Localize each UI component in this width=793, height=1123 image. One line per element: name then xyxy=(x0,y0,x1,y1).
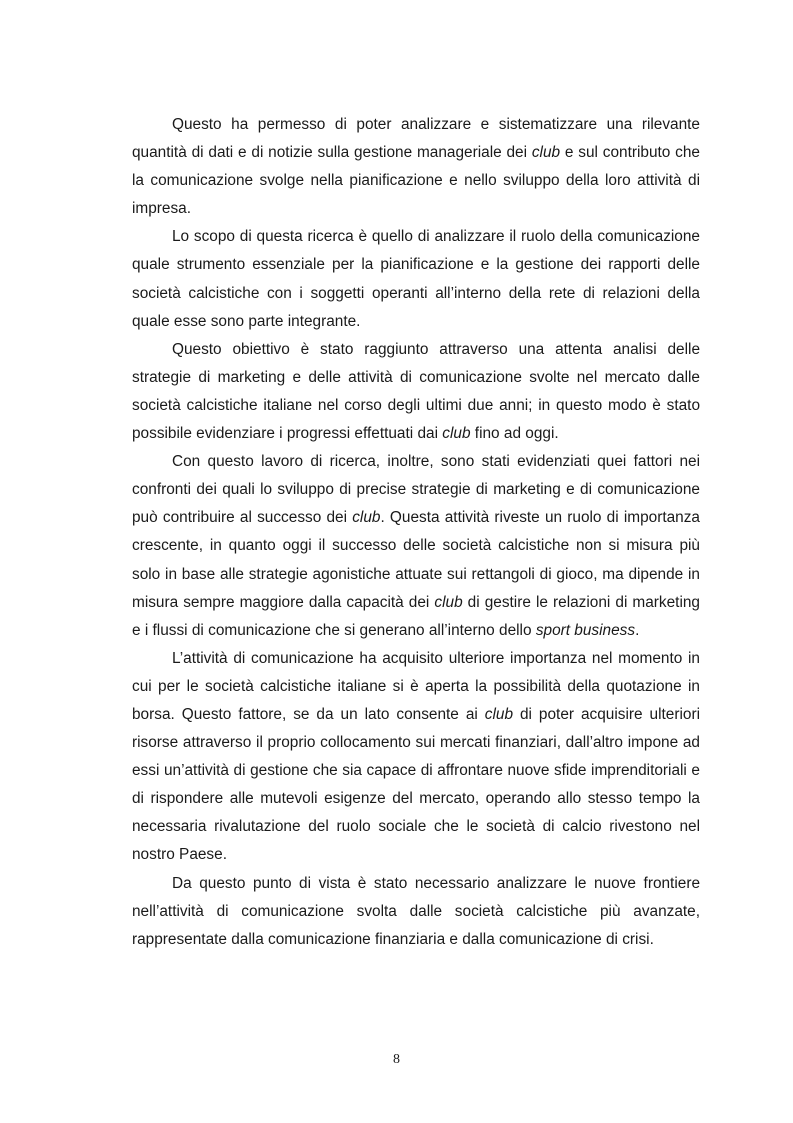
italic-term: sport business xyxy=(535,621,636,639)
italic-term: club xyxy=(352,509,381,527)
paragraph: Questo obiettivo è stato raggiunto attraverso una attenta analisi delle strategie di marketing e delle attività di comunicazione svolte nel mercato dalle società calcistiche italiane nel corso degli ultimi due anni; in questo modo è stato possibile evidenziare i progressi effettuati dai club fino ad oggi. xyxy=(132,340,700,443)
paragraph: L’attività di comunicazione ha acquisito ulteriore importanza nel momento in cui per le società calcistiche italiane si è aperta la possibilità della quotazione in borsa. Questo fattore, se da un lato consente ai club di poter acquisire ulteriori risorse attraverso il proprio collocamento sui mercati finanziari, dall’altro impone ad essi un’attività di gestione che sia capace di affrontare nuove sfide imprenditoriali e di rispondere alle mutevoli esigenze del mercato, operando allo stesso tempo la necessaria rivalutazione del ruolo sociale che le società di calcio rivestono nel nostro Paese. xyxy=(132,649,701,864)
paragraph: Con questo lavoro di ricerca, inoltre, sono stati evidenziati quei fattori nei confronti dei quali lo sviluppo di precise strategie di marketing e di comunicazione può contribuire al successo dei club. Questa attività riveste un ruolo di importanza crescente, in quanto oggi il successo delle società calcistiche non si misura più solo in base alle strategie agonistiche attuate sui rettangoli di gioco, ma dipende in misura sempre maggiore dalla capacità dei club di gestire le relazioni di marketing e i flussi di comunicazione che si generano all’interno dello sport business. xyxy=(132,453,700,639)
page-number: 8 xyxy=(393,1052,400,1067)
italic-term: club xyxy=(442,425,471,443)
paragraph: Da questo punto di vista è stato necessario analizzare le nuove frontiere nell’attività di comunicazione svolta dalle società calcistiche più avanzate, rappresentate dalla comunicazione finanziaria e dalla comunicazione di crisi. xyxy=(132,874,700,948)
italic-term: club xyxy=(484,705,514,723)
paragraph: Questo ha permesso di poter analizzare e sistematizzare una rilevante quantità di dati e di notizie sulla gestione manageriale dei club e sul contributo che la comunicazione svolge nella pianificazione e nello sviluppo della loro attività di impresa. xyxy=(132,116,700,218)
italic-term: club xyxy=(531,144,561,162)
body-text xyxy=(132,111,700,954)
paragraph: Lo scopo di questa ricerca è quello di analizzare il ruolo della comunicazione quale strumento essenziale per la pianificazione e la gestione dei rapporti delle società calcistiche con i soggetti operanti all’interno della rete di relazioni della quale esse sono parte integrante. xyxy=(132,228,700,330)
italic-term: club xyxy=(434,593,463,611)
